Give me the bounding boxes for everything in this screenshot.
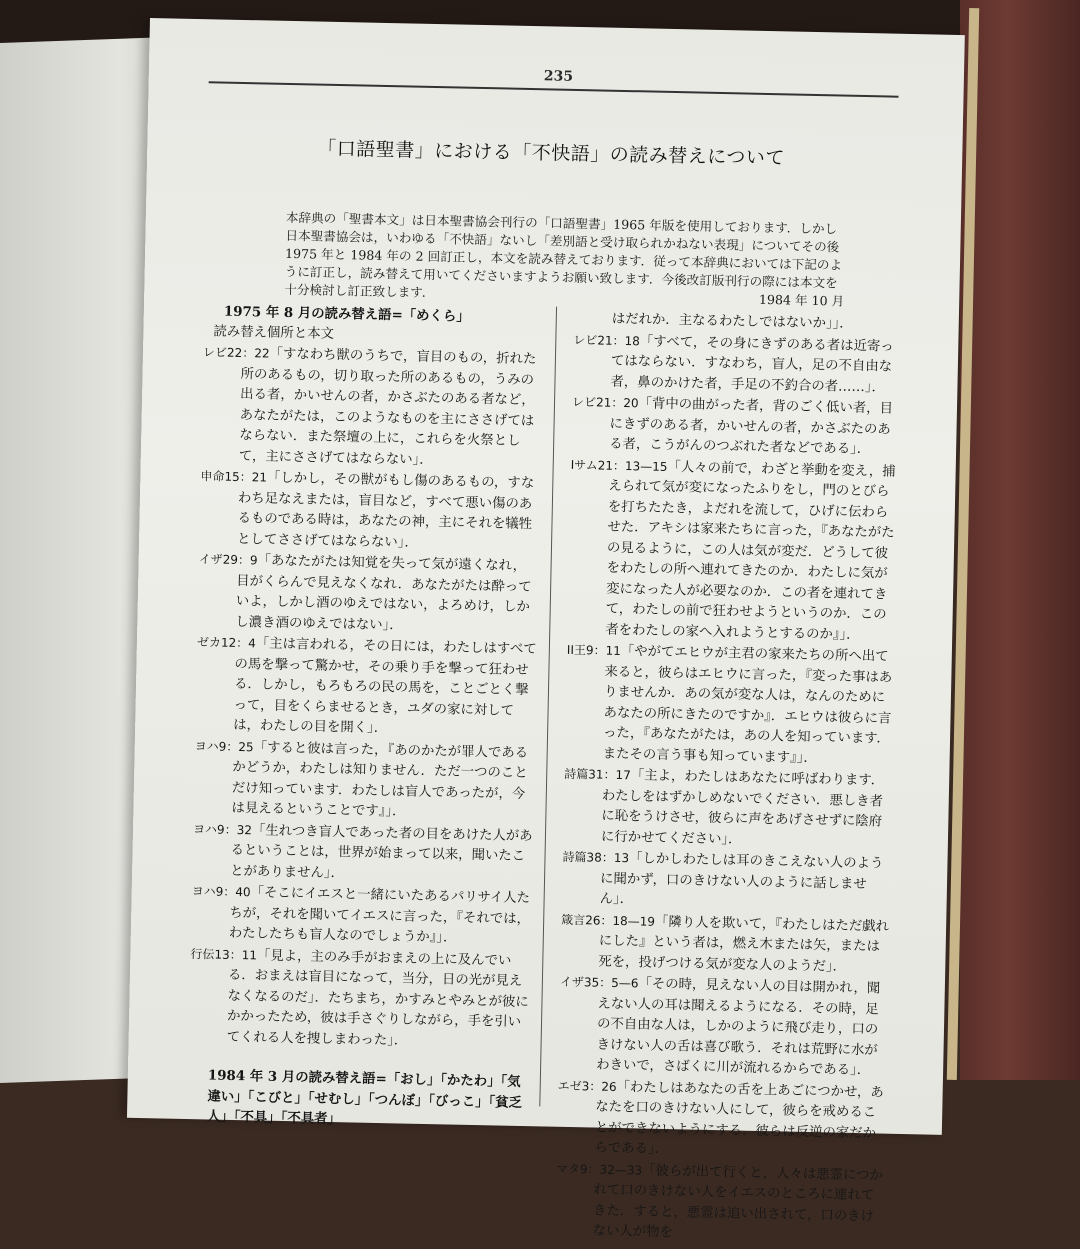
verse-entry: 詩篇31：17「主よ，わたしはあなたに呼ばわります．わたしをはずかしめないでください．悪しき者に恥をうけさせ，彼らに声をあげさせずに陰府に行かせてください」．	[564, 766, 885, 848]
left-column	[187, 301, 544, 1133]
verse-entry: エゼ3：26「わたしはあなたの舌を上あごにつかせ，あなたを口のきけない人にして，彼らを戒めることができないようにする．彼らは反逆の家だからである」．	[557, 1078, 884, 1158]
verse-entry: 行伝13：11「見よ，主のみ手がおまえの上に及んでいる．おまえは盲目になって，当分，日の光が見えなくなるのだ」．たちまち，かすみとやみとが彼にかかったため，彼は手さぐりしながら，手を引いてくれる人を捜しまわった」．	[190, 946, 529, 1049]
verse-entry: イザ29：9「あなたがたは知覚を失って気が遠くなれ，目がくらんで見えなくなれ．あなたがたは酔っていよ，しかし酒のゆえではない，よろめけ，しかし濃き酒のゆえではない」．	[198, 552, 532, 633]
verse-entry: 詩篇38：13「しかしわたしは耳のきこえない人のように聞かず，口のきけない人のように話しません」．	[562, 849, 884, 908]
intro-paragraph	[284, 209, 846, 311]
page-title: 「口語聖書」における「不快語」の読み替えについて	[317, 137, 786, 170]
right-column	[554, 309, 903, 1248]
section-subheading: 読み替え個所と本文	[213, 323, 335, 342]
verse-entry: レビ21：18「すべて，その身にきずのある者は近寄ってはならない．すなわち，盲人，足の不自由な者，鼻のかけた者，手足の不釣合の者……」．	[573, 332, 894, 395]
section-heading-1975: 1975 年 8 月の読み替え語=「めくら」	[223, 303, 470, 325]
verse-entry: ゼカ12：4「主は言われる，その日には，わたしはすべての馬を撃って驚かせ，その乗り手を撃って狂わせる．しかし，もろもろの民の馬を，ことごとく撃って，目をくらませるとき，ユダの家に対しては，わたしの目を開く」．	[196, 635, 537, 737]
page-number: 235	[543, 68, 574, 85]
intro-text: 本辞典の「聖書本文」は日本聖書協会刊行の「口語聖書」1965 年版を使用しております．しかし日本聖書協会は，いわゆる「不快語」ないし「差別語と受け取られかねない表現」についてその後 1975 年と 1984 年の 2 回訂正し，本文を読み替えております．従って本辞典においては下記のように訂正し，読み替えて用いてくださいますようお願い致します．今後改訂版刊行の際には本文を十分検討し訂正致します．	[284, 209, 843, 301]
verse-entry: Iサム21：13—15「人々の前で，わざと挙動を変え，捕えられて気が変になったふりをし，門のとびらを打ちたたき，よだれを流して，ひげに伝わらせた．アキシは家来たちに言った，『あなたがたの見るように，この人は気が変だ．どうして彼をわたしの所へ連れてきたのか．わたしに気が変になった人が必要なのか．この者を連れてきて，わたしの前で狂わせようというのか．この者をわたしの家へ入れようとするのか』」．	[570, 457, 896, 643]
verse-entry: レビ22：22「すなわち獣のうちで，盲目のもの，折れた所のあるもの，切り取った所のあるもの，うみの出る者，かいせんの者，かさぶたのある者など，あなたがたは，このようなものを主にささげてはならない．また祭壇の上に，これらを火祭として，主にささげてはならない」．	[202, 345, 537, 468]
verse-entry: 申命15：21「しかし，その獣がもし傷のあるもの，すなわち足なえまたは，盲目など，すべて悪い傷のあるものである時は，あなたの神，主にそれを犠牲としてささげてはならない」．	[200, 469, 535, 551]
intro-date: 1984 年 10 月	[758, 291, 845, 309]
book-page	[127, 18, 965, 1241]
verse-entry: イザ35：5—6「その時，見えない人の目は開かれ，聞えない人の耳は聞えるようになる．その時，足の不自由な人は，しかのように飛び走り，口のきけない人の舌は喜び歌う．それは荒野に水がわきいで，さばくに川が流れるからである」．	[559, 974, 881, 1079]
verse-entry: マタ9：32—33「彼らが出て行くと，人々は悪霊につかれて口のきけない人をイエスのところに連れてきた．すると，悪霊は追い出されて，口のきけない人が物を	[555, 1161, 884, 1241]
verse-continuation: はだれか．主なるわたしではないか」」．	[611, 311, 853, 332]
book-cover-edge	[960, 0, 1080, 1080]
column-divider	[539, 307, 557, 1107]
verse-entry: ヨハ9：40「そこにイエスと一緒にいたあるパリサイ人たちが，それを聞いてイエスに言った，『それでは，わたしたちも盲人なのでしょうか』」．	[191, 884, 531, 946]
verse-entry: ヨハ9：32「生れつき盲人であった者の目をあけた人があるということは，世界が始まって以来，聞いたことがありません」．	[192, 821, 533, 881]
verse-entry: II王9：11「やがてエヒウが主君の家来たちの所へ出て来ると，彼らはエヒウに言った，『変った事はありませんか．あの気が変な人は，なんのためにあなたの所にきたのですか』．エヒウは彼らに言った，『あなたがたは，あの人を知っています．またその言う事も知っています』」．	[566, 642, 893, 766]
verse-entry: ヨハ9：25「すると彼は言った，『あのかたが罪人であるかどうか，わたしは知りません．ただ一つのことだけ知っています．わたしは盲人であったが，今は見えるということです』」．	[194, 738, 529, 820]
verse-entry: 箴言26：18—19「隣り人を欺いて，『わたしはただ戯れにした』という者は，燃え木または矢，または死を，投げつける気が変な人のようだ」．	[561, 912, 890, 975]
section-heading-1984: 1984 年 3 月の読み替え語=「おし」「かたわ」「気違い」「こびと」「せむし」「つんぼ」「びっこ」「貧乏人」「不具」「不具者」	[206, 1067, 523, 1128]
verse-entry: レビ21：20「背中の曲がった者，背のごく低い者，目にきずのある者，かいせんの者，かさぶたのある者，こうがんのつぶれた者などである」．	[571, 394, 894, 458]
